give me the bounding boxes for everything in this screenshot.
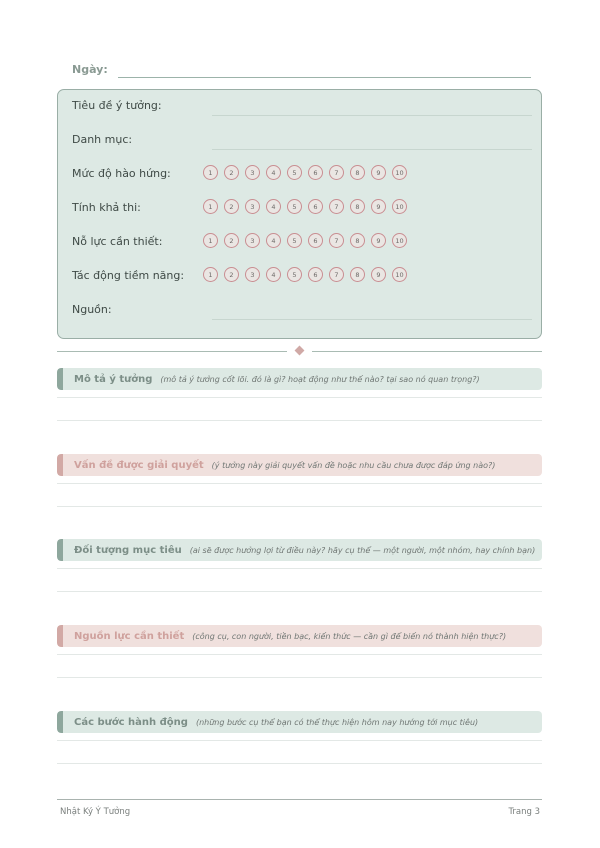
rating-circle[interactable]: 10 <box>392 233 407 248</box>
writing-line[interactable] <box>57 654 542 655</box>
rating-circle[interactable]: 7 <box>329 199 344 214</box>
rating-circle[interactable]: 9 <box>371 165 386 180</box>
rating-circle[interactable]: 4 <box>266 267 281 282</box>
rating-circle[interactable]: 6 <box>308 267 323 282</box>
rating-circle[interactable]: 3 <box>245 267 260 282</box>
section-title: Các bước hành động <box>74 716 188 728</box>
section-hint: (ai sẽ được hưởng lợi từ điều này? hãy cụ thể — một người, một nhóm, hay chính bạn) <box>189 545 536 555</box>
rating-circle[interactable]: 9 <box>371 267 386 282</box>
writing-line[interactable] <box>57 740 542 741</box>
section-problem-solved <box>57 454 542 476</box>
writing-line[interactable] <box>57 506 542 507</box>
rating-circle[interactable]: 10 <box>392 267 407 282</box>
rating-circle[interactable]: 8 <box>350 199 365 214</box>
section-hint: (công cụ, con người, tiền bạc, kiến thức — cần gì để biến nó thành hiện thực?) <box>192 631 507 641</box>
section-accent-bar <box>57 711 63 733</box>
divider-left <box>57 351 287 352</box>
rating-circle[interactable]: 5 <box>287 199 302 214</box>
rating-circle[interactable]: 4 <box>266 165 281 180</box>
rating-circle[interactable]: 8 <box>350 165 365 180</box>
excitement-rating <box>203 165 407 180</box>
section-hint: (ý tưởng này giải quyết vấn đề hoặc nhu cầu chưa được đáp ứng nào?) <box>211 460 496 470</box>
rating-circle[interactable]: 5 <box>287 233 302 248</box>
footer-page-number: Trang 3 <box>508 807 540 817</box>
footer-journal-title: Nhật Ký Ý Tưởng <box>60 807 131 817</box>
feasibility-label: Tính khả thi: <box>72 201 141 214</box>
rating-circle[interactable]: 9 <box>371 233 386 248</box>
excitement-label: Mức độ hào hứng: <box>72 167 171 180</box>
rating-circle[interactable]: 5 <box>287 267 302 282</box>
source-label: Nguồn: <box>72 303 112 316</box>
divider-right <box>312 351 542 352</box>
rating-circle[interactable]: 1 <box>203 233 218 248</box>
effort-rating <box>203 233 407 248</box>
rating-circle[interactable]: 6 <box>308 165 323 180</box>
writing-line[interactable] <box>57 677 542 678</box>
section-title: Mô tả ý tưởng <box>74 373 153 385</box>
rating-circle[interactable]: 4 <box>266 199 281 214</box>
feasibility-rating <box>203 199 407 214</box>
footer-divider <box>57 799 542 800</box>
category-label: Danh mục: <box>72 133 133 146</box>
section-accent-bar <box>57 454 63 476</box>
rating-circle[interactable]: 7 <box>329 267 344 282</box>
section-resources-needed <box>57 625 542 647</box>
rating-circle[interactable]: 2 <box>224 165 239 180</box>
rating-circle[interactable]: 2 <box>224 233 239 248</box>
section-accent-bar <box>57 368 63 390</box>
section-title: Vấn đề được giải quyết <box>74 459 204 471</box>
section-title: Đối tượng mục tiêu <box>74 544 182 556</box>
date-input-line[interactable] <box>118 77 531 78</box>
rating-circle[interactable]: 7 <box>329 233 344 248</box>
idea-title-input-line[interactable] <box>212 115 532 116</box>
rating-circle[interactable]: 8 <box>350 233 365 248</box>
writing-line[interactable] <box>57 420 542 421</box>
rating-circle[interactable]: 6 <box>308 233 323 248</box>
rating-circle[interactable]: 8 <box>350 267 365 282</box>
section-hint: (mô tả ý tưởng cốt lõi. đó là gì? hoạt động như thế nào? tại sao nó quan trọng?) <box>160 374 480 384</box>
section-action-steps <box>57 711 542 733</box>
writing-line[interactable] <box>57 568 542 569</box>
section-target-audience <box>57 539 542 561</box>
rating-circle[interactable]: 6 <box>308 199 323 214</box>
rating-circle[interactable]: 2 <box>224 199 239 214</box>
rating-circle[interactable]: 3 <box>245 199 260 214</box>
idea-title-label: Tiêu đề ý tưởng: <box>72 99 162 112</box>
rating-circle[interactable]: 1 <box>203 199 218 214</box>
writing-line[interactable] <box>57 591 542 592</box>
rating-circle[interactable]: 1 <box>203 267 218 282</box>
section-hint: (những bước cụ thể bạn có thể thực hiện hôm nay hướng tới mục tiêu) <box>195 717 479 727</box>
idea-info-panel <box>57 89 542 339</box>
rating-circle[interactable]: 1 <box>203 165 218 180</box>
rating-circle[interactable]: 5 <box>287 165 302 180</box>
rating-circle[interactable]: 3 <box>245 165 260 180</box>
rating-circle[interactable]: 9 <box>371 199 386 214</box>
writing-line[interactable] <box>57 483 542 484</box>
effort-label: Nỗ lực cần thiết: <box>72 235 163 248</box>
date-label: Ngày: <box>72 63 108 76</box>
category-input-line[interactable] <box>212 149 532 150</box>
rating-circle[interactable]: 4 <box>266 233 281 248</box>
section-title: Nguồn lực cần thiết <box>74 630 185 642</box>
section-accent-bar <box>57 539 63 561</box>
writing-line[interactable] <box>57 397 542 398</box>
rating-circle[interactable]: 2 <box>224 267 239 282</box>
impact-rating <box>203 267 407 282</box>
section-idea-description <box>57 368 542 390</box>
rating-circle[interactable]: 10 <box>392 199 407 214</box>
source-input-line[interactable] <box>212 319 532 320</box>
writing-line[interactable] <box>57 763 542 764</box>
section-accent-bar <box>57 625 63 647</box>
rating-circle[interactable]: 10 <box>392 165 407 180</box>
rating-circle[interactable]: 3 <box>245 233 260 248</box>
impact-label: Tác động tiềm năng: <box>72 269 185 282</box>
divider-diamond-icon <box>295 346 305 356</box>
rating-circle[interactable]: 7 <box>329 165 344 180</box>
